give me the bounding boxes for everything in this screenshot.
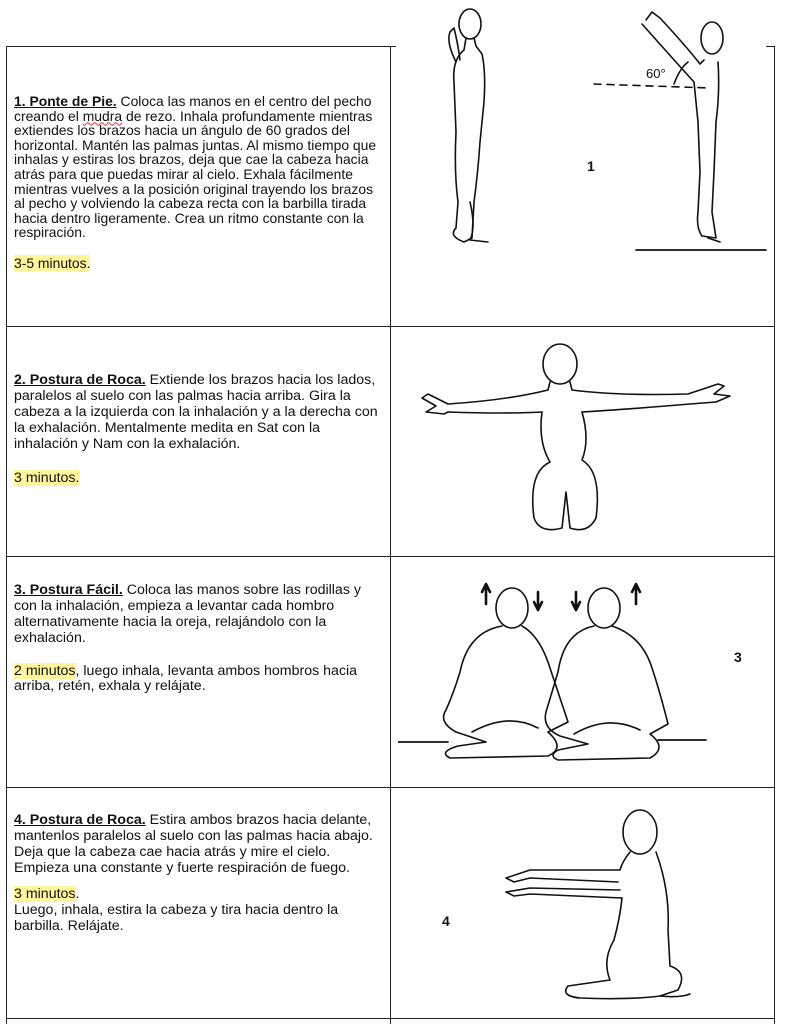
row-4-text bbox=[14, 812, 386, 934]
row-2-body: Extiende los brazos hacia los lados, paralelos al suelo con las palmas hacia arriba. Gira la cabeza a la izquierda con la inhalación y a la derecha con la exhalación. Mentalmente medita en Sat con la inhalación y Nam con la exhalación. bbox=[14, 372, 378, 452]
angle-label: 60° bbox=[646, 66, 666, 81]
row-4-duration-line bbox=[14, 886, 386, 902]
row-1-text-after: de rezo. Inhala profundamente mientras extiendes los brazos hacia un ángulo de 60 grados del horizontal. Mantén las palmas juntas. Al mismo tiempo que inhalas y estiras los brazos, deja que cae la cabeza hacia atrás para que puedas mirar al cielo. Exhala fácilmente mientras vuelves a la posición original trayendo los brazos al pecho y volviendo la cabeza recta con la barbilla tirada hacia dentro ligeramente. Crea un ritmo constante con la respiración. bbox=[14, 107, 377, 241]
table-right-border bbox=[774, 46, 775, 1024]
row-1-text-before: Coloca las manos en el centro del pecho creando el bbox=[14, 93, 372, 124]
standing-prayer-figure bbox=[430, 2, 510, 247]
row-1-text bbox=[14, 94, 386, 271]
row-4-paragraph bbox=[14, 812, 386, 876]
row-3-text bbox=[14, 582, 386, 694]
row-3-duration: 2 minutos bbox=[14, 663, 76, 679]
row-2-text bbox=[14, 372, 386, 486]
row-divider-4 bbox=[6, 1018, 775, 1019]
rock-pose-arms-forward-figure bbox=[490, 800, 710, 1010]
row-2-paragraph bbox=[14, 372, 386, 452]
row-1-paragraph bbox=[14, 94, 386, 240]
rock-pose-arms-out-figure bbox=[418, 342, 738, 542]
row-divider-1 bbox=[6, 326, 775, 327]
row-3-duration-after: , luego inhala, levanta ambos hombros hacia arriba, retén, exhala y relájate. bbox=[14, 663, 358, 694]
row-4-duration: 3 minutos bbox=[14, 886, 76, 902]
row-4-followup: Luego, inhala, estira la cabeza y tira hacia dentro la barbilla. Relájate. bbox=[14, 902, 339, 934]
row-1-title: 1. Ponte de Pie. bbox=[14, 93, 117, 109]
figure-number-4: 4 bbox=[442, 913, 450, 929]
row-divider-3 bbox=[6, 787, 775, 788]
table-top-border bbox=[6, 46, 396, 47]
row-2-duration: 3 minutos. bbox=[14, 470, 80, 486]
row-divider-2 bbox=[6, 556, 775, 557]
row-3-body: Coloca las manos sobre las rodillas y con la inhalación, empieza a levantar cada hombro alternativamente hacia la oreja, relajándolo con la exhalación. bbox=[14, 582, 361, 646]
row-2-title: 2. Postura de Roca. bbox=[14, 372, 146, 388]
figure-number-1: 1 bbox=[587, 158, 595, 174]
table-middle-border bbox=[390, 46, 391, 1024]
row-4-title: 4. Postura de Roca. bbox=[14, 812, 146, 828]
table-left-border bbox=[6, 46, 7, 1024]
arms-raised-figure bbox=[590, 2, 770, 252]
row-1-duration: 3-5 minutos. bbox=[14, 254, 91, 271]
row-1-spell-word: mudra bbox=[82, 107, 123, 124]
row-2-duration-line bbox=[14, 470, 386, 486]
row-4-duration-after: . bbox=[75, 886, 80, 902]
row-3-paragraph bbox=[14, 582, 386, 646]
row-4-body: Estira ambos brazos hacia delante, mantenlos paralelos al suelo con las palmas hacia abajo. Deja que la cabeza cae hacia atrás y mire el cielo. Empieza una constante y fuerte respiración de fuego. bbox=[14, 812, 373, 876]
row-3-duration-line bbox=[14, 664, 386, 694]
figure-number-3: 3 bbox=[734, 649, 742, 665]
easy-pose-shoulder-shrug-figure bbox=[398, 572, 708, 762]
row-3-title: 3. Postura Fácil. bbox=[14, 582, 123, 598]
row-1-duration-line bbox=[14, 256, 386, 271]
